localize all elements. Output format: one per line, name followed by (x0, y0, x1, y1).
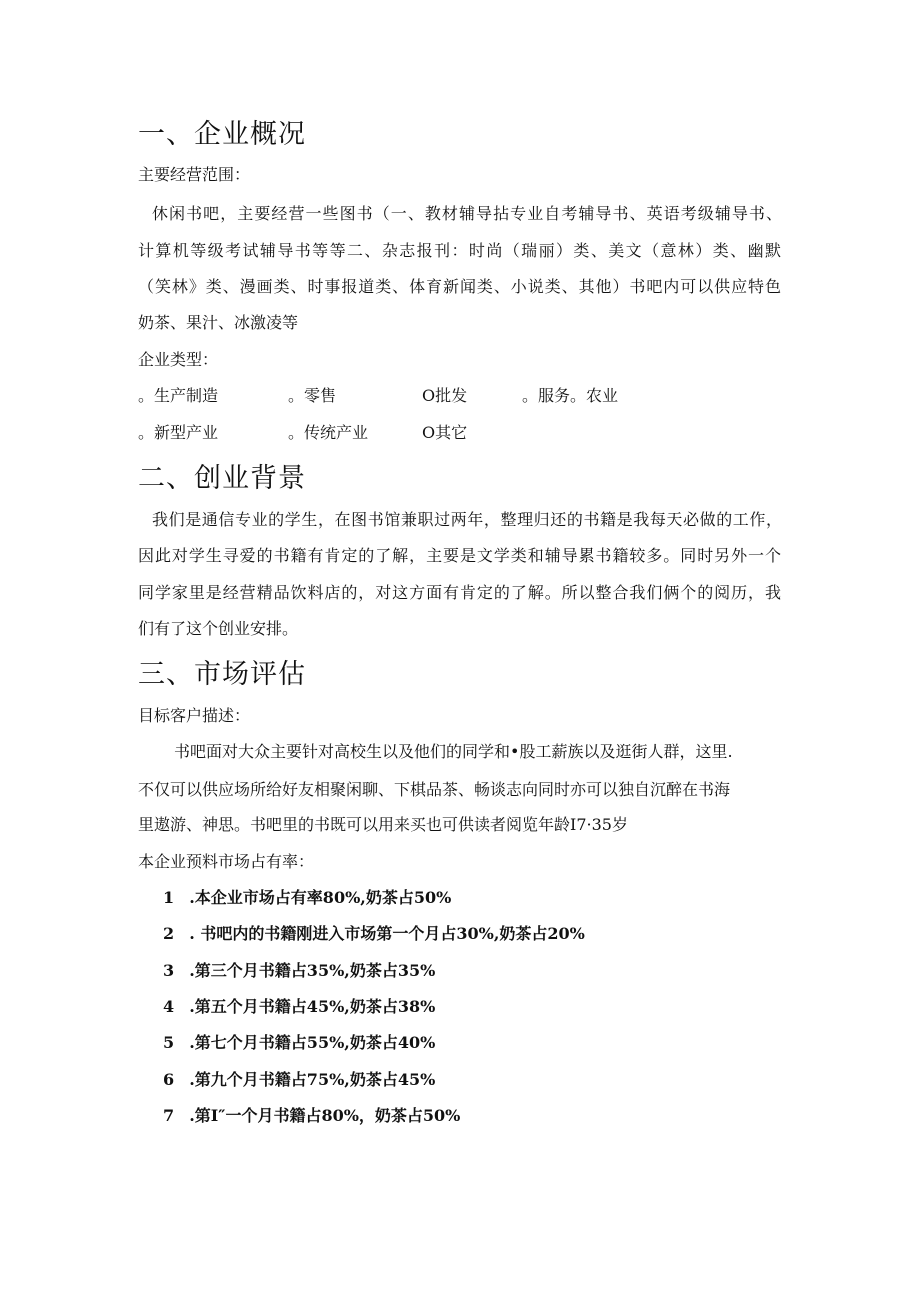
list-item-text: .第三个月书籍占35%,奶茶占35% (189, 961, 436, 980)
target-line-1: 书吧面对大众主要针对高校生以及他们的同学和•股工薪族以及逛街人群，这里. (174, 742, 733, 761)
list-item-text: .第I″一个月书籍占80%，奶茶占50% (189, 1106, 461, 1125)
type-option-traditional-industry: 。传统产业 (288, 423, 369, 442)
list-item (163, 996, 435, 1018)
list-item (163, 887, 451, 909)
list-item (163, 923, 585, 945)
type-option-other: O其它 (422, 423, 468, 442)
target-customer-label: 目标客户描述： (138, 706, 251, 725)
list-item-number: 3 (163, 961, 175, 980)
list-item-text: .第五个月书籍占45%,奶茶占38% (189, 997, 436, 1016)
list-item (163, 1032, 435, 1054)
type-option-retail: 。零售 (288, 386, 337, 405)
section-heading-market: 三、市场评估 (138, 659, 306, 690)
list-item (163, 1069, 435, 1091)
background-line-1: 我们是通信专业的学生，在图书馆兼职过两年，整理归还的书籍是我每天必做的工作， (152, 510, 782, 529)
list-item-number: 2 (163, 924, 175, 943)
list-item-number: 1 (163, 888, 175, 907)
list-item-number: 7 (163, 1106, 175, 1125)
type-option-new-industry: 。新型产业 (138, 423, 219, 442)
scope-line-4: 奶茶、果汁、冰激凌等 (138, 313, 299, 332)
enterprise-type-label: 企业类型： (138, 350, 219, 369)
background-line-3: 同学家里是经营精品饮料店的，对这方面有肯定的了解。所以整合我们俩个的阅历，我 (138, 583, 781, 602)
background-line-2: 因此对学生寻爱的书籍有肯定的了解，主要是文学类和辅导累书籍较多。同时另外一个 (138, 546, 781, 565)
list-item-text: .第七个月书籍占55%,奶茶占40% (189, 1033, 436, 1052)
type-option-manufacturing: 。生产制造 (138, 386, 219, 405)
type-option-service-agriculture: 。服务。农业 (522, 386, 619, 405)
market-share-label: 本企业预料市场占有率： (138, 852, 315, 871)
list-item (163, 1105, 460, 1127)
list-item-number: 6 (163, 1070, 175, 1089)
target-line-2: 不仅可以供应场所给好友相聚闲聊、下棋品茶、畅谈志向同时亦可以独自沉醉在书海 (138, 780, 731, 799)
list-item-number: 5 (163, 1033, 175, 1052)
scope-line-2: 计算机等级考试辅导书等等二、杂志报刊：时尚（瑞丽）类、美文（意林）类、幽默 (138, 241, 781, 260)
list-item-text: .第九个月书籍占75%,奶茶占45% (189, 1070, 436, 1089)
list-item-number: 4 (163, 997, 175, 1016)
section-heading-overview: 一、企业概况 (138, 119, 306, 150)
list-item (163, 960, 435, 982)
scope-label: 主要经营范围： (138, 165, 251, 184)
list-item-text: . 书吧内的书籍刚进入市场第一个月占30%,奶茶占20% (189, 924, 585, 943)
list-item-text: .本企业市场占有率80%,奶茶占50% (189, 888, 452, 907)
target-line-3: 里遨游、神思。书吧里的书既可以用来买也可供读者阅览年龄I7·35岁 (138, 815, 628, 834)
background-line-4: 们有了这个创业安排。 (138, 619, 299, 638)
scope-line-3: （笑林》类、漫画类、时事报道类、体育新闻类、小说类、其他）书吧内可以供应特色 (138, 277, 781, 296)
scope-line-1: 休闲书吧，主要经营一些图书（一、教材辅导拈专业自考辅导书、英语考级辅导书、 (152, 204, 782, 223)
type-option-wholesale: O批发 (422, 386, 468, 405)
section-heading-background: 二、创业背景 (138, 463, 306, 494)
